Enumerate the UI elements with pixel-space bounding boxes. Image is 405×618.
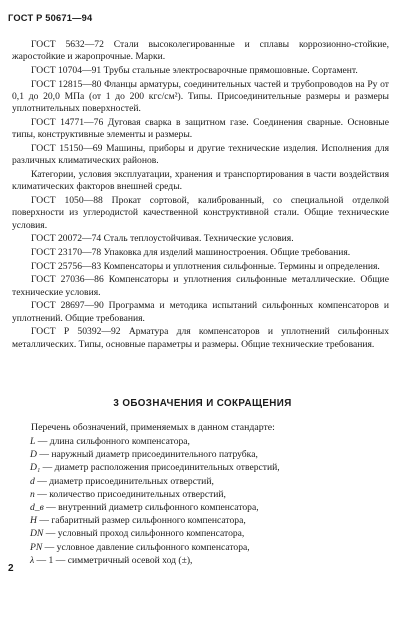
definition-item xyxy=(30,488,390,501)
definition-symbol: n xyxy=(30,488,35,500)
normative-references xyxy=(12,39,389,352)
definition-item xyxy=(30,554,390,567)
page-number: 2 xyxy=(8,563,14,574)
definition-item xyxy=(30,541,390,554)
definition-text: — условный проход сильфонного компенсатора, xyxy=(43,528,245,540)
reference-item: ГОСТ 28697—90 Программа и методика испытаний сильфонных компенсаторов и уплотнений. Общие требования. xyxy=(12,300,389,324)
definition-text: — длина сильфонного компенсатора, xyxy=(35,436,190,447)
definition-text: — диаметр расположения присоединительных отверстий, xyxy=(40,462,280,474)
reference-item: ГОСТ 1050—88 Прокат сортовой, калиброванный, со специальной отделкой поверхности из углеродистой качественной конструктивной стали. Общие технические условия. xyxy=(12,195,389,231)
definition-item xyxy=(30,461,390,474)
reference-item: ГОСТ 25756—83 Компенсаторы и уплотнения сильфонные. Термины и определения. xyxy=(31,260,380,272)
reference-item: ГОСТ 27036—86 Компенсаторы и уплотнения сильфонные металлические. Общие технические условия. xyxy=(12,274,389,298)
definitions-intro: Перечень обозначений, применяемых в данном стандарте: xyxy=(31,422,275,433)
definition-text: — условное давление сильфонного компенсатора, xyxy=(42,541,250,553)
reference-item: ГОСТ 12815—80 Фланцы арматуры, соединительных частей и трубопроводов на Ру от 0,1 до 20,0 МПа (от 1 до 200 кгс/см²). Типы. Присоединительные размеры и размеры уплотнительных поверхностей. xyxy=(12,78,389,115)
definition-item xyxy=(30,527,390,540)
reference-item: ГОСТ 14771—76 Дуговая сварка в защитном газе. Соединения сварные. Основные типы, конструктивные элементы и размеры. xyxy=(12,117,389,141)
definition-item xyxy=(30,448,390,461)
reference-item: ГОСТ Р 50392—92 Арматура для компенсаторов и уплотнений сильфонных металлических. Типы, основные параметры и размеры. Общие технические требования. xyxy=(12,326,389,350)
definition-item xyxy=(30,514,390,527)
definition-symbol: d_в xyxy=(30,502,44,514)
definition-symbol: H xyxy=(30,515,37,527)
reference-item: ГОСТ 10704—91 Трубы стальные электросварочные прямошовные. Сортамент. xyxy=(31,65,358,76)
definition-item xyxy=(30,501,390,514)
reference-item: ГОСТ 15150—69 Машины, приборы и другие технические изделия. Исполнения для различных климатических районов. xyxy=(12,143,389,167)
definition-symbol: D₁ xyxy=(30,462,41,474)
definition-symbol: D xyxy=(30,449,37,461)
reference-item: Категории, условия эксплуатации, хранения и транспортирования в части воздействия климатических факторов внешней среды. xyxy=(12,169,389,193)
definitions-list xyxy=(30,435,390,567)
document-header: ГОСТ Р 50671—94 xyxy=(8,13,93,23)
definition-text: — диаметр присоединительных отверстий, xyxy=(34,475,214,487)
definition-text: — наружный диаметр присоединительного патрубка, xyxy=(36,449,258,461)
definition-symbol: L xyxy=(30,436,36,447)
definition-symbol: DN xyxy=(30,528,44,540)
definition-item xyxy=(30,475,390,488)
reference-item: ГОСТ 20072—74 Сталь теплоустойчивая. Технические условия. xyxy=(31,233,294,245)
definition-text: — количество присоединительных отверстий, xyxy=(34,488,226,500)
definition-symbol: λ xyxy=(30,554,35,566)
reference-item: ГОСТ 5632—72 Стали высоколегированные и сплавы коррозионно-стойкие, жаростойкие и жаропрочные. Марки. xyxy=(12,39,389,63)
reference-item: ГОСТ 23170—78 Упаковка для изделий машиностроения. Общие требования. xyxy=(31,247,351,258)
definition-item xyxy=(30,435,390,448)
definition-text: — 1 — симметричный осевой ход (±), xyxy=(34,554,193,566)
definition-text: — габаритный размер сильфонного компенсатора, xyxy=(36,515,246,527)
definition-text: — внутренний диаметр сильфонного компенсатора, xyxy=(43,502,259,514)
definition-symbol: d xyxy=(30,475,35,487)
definition-symbol: PN xyxy=(30,541,43,553)
section-title: 3 ОБОЗНАЧЕНИЯ И СОКРАЩЕНИЯ xyxy=(113,398,292,409)
